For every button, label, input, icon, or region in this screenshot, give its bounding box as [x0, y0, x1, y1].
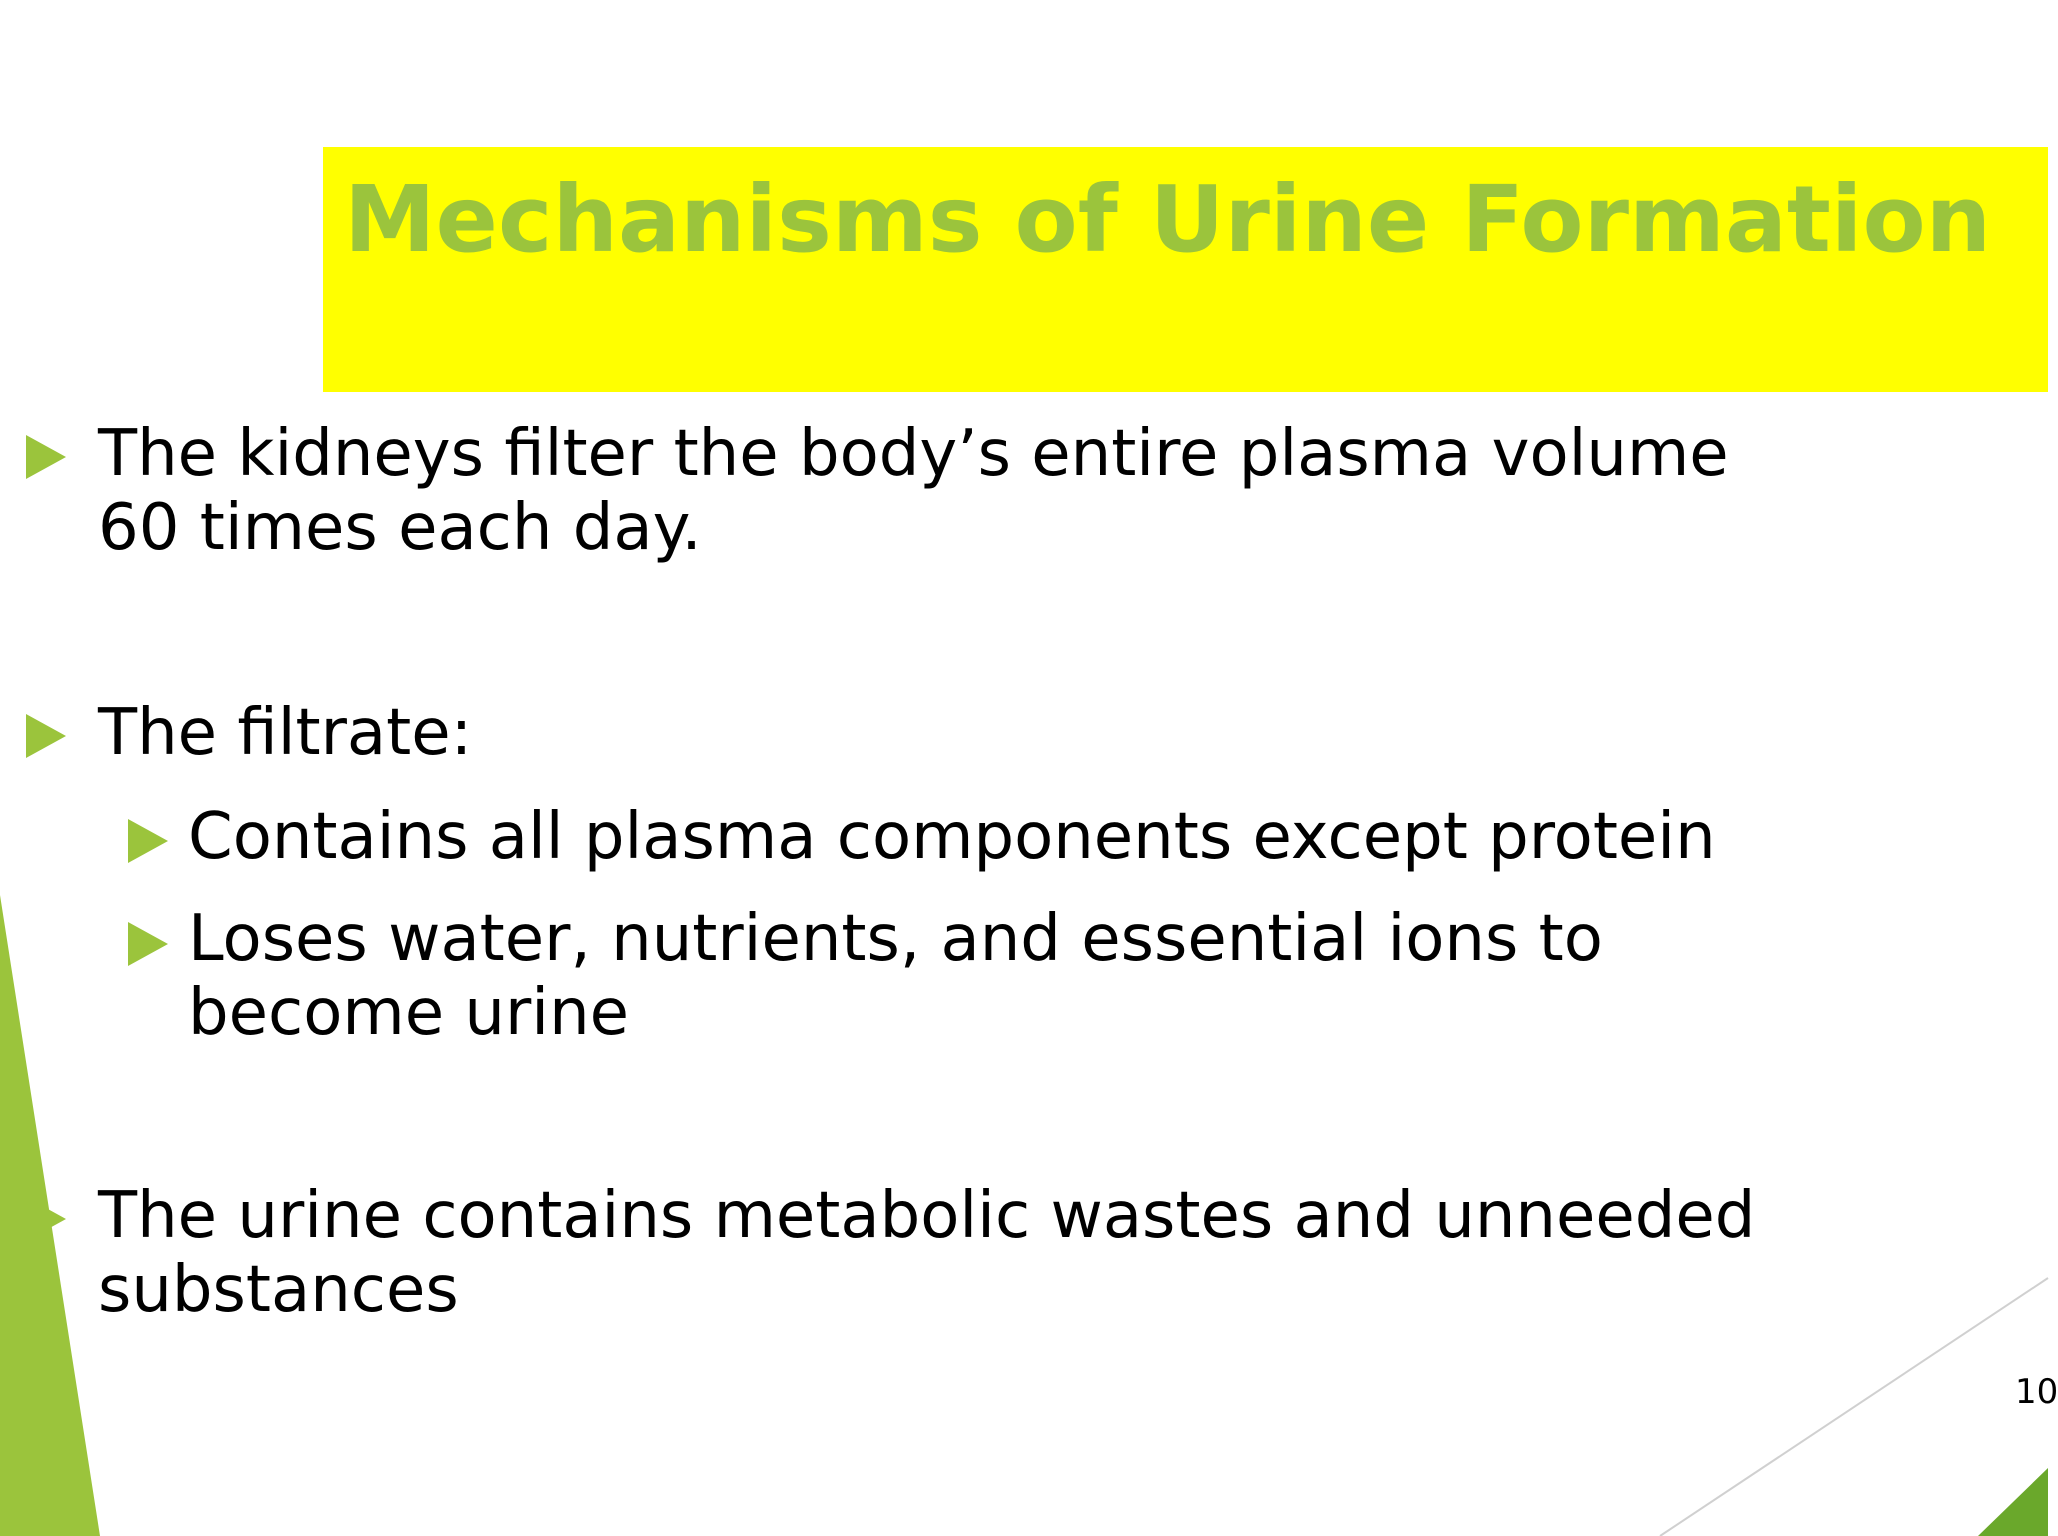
sub-bullet-arrow-icon — [128, 819, 168, 863]
bullet-line: substances — [98, 1253, 459, 1327]
bullet-line: become urine — [188, 976, 629, 1050]
sub-bullet-item — [188, 902, 1603, 1050]
bullet-line: The urine contains metabolic wastes and unneeded — [98, 1179, 1756, 1253]
bullet-item — [98, 696, 472, 770]
bullet-item — [98, 417, 1729, 565]
bullet-arrow-icon — [26, 1197, 66, 1241]
bullet-arrow-icon — [26, 435, 66, 479]
bullet-line: 60 times each day. — [98, 491, 702, 565]
slide-title: Mechanisms of Urine Formation — [344, 166, 1992, 273]
bullet-item — [98, 1179, 1755, 1327]
page-number: 10 — [2015, 1372, 2058, 1412]
bullet-line: The kidneys filter the body’s entire plasma volume — [98, 417, 1729, 491]
bullet-line: Contains all plasma components except protein — [188, 800, 1716, 874]
sub-bullet-arrow-icon — [128, 922, 168, 966]
bullet-line: Loses water, nutrients, and essential ions to — [188, 902, 1603, 976]
bullet-line: The filtrate: — [98, 696, 473, 770]
bullet-arrow-icon — [26, 714, 66, 758]
sub-bullet-item — [188, 800, 1716, 874]
